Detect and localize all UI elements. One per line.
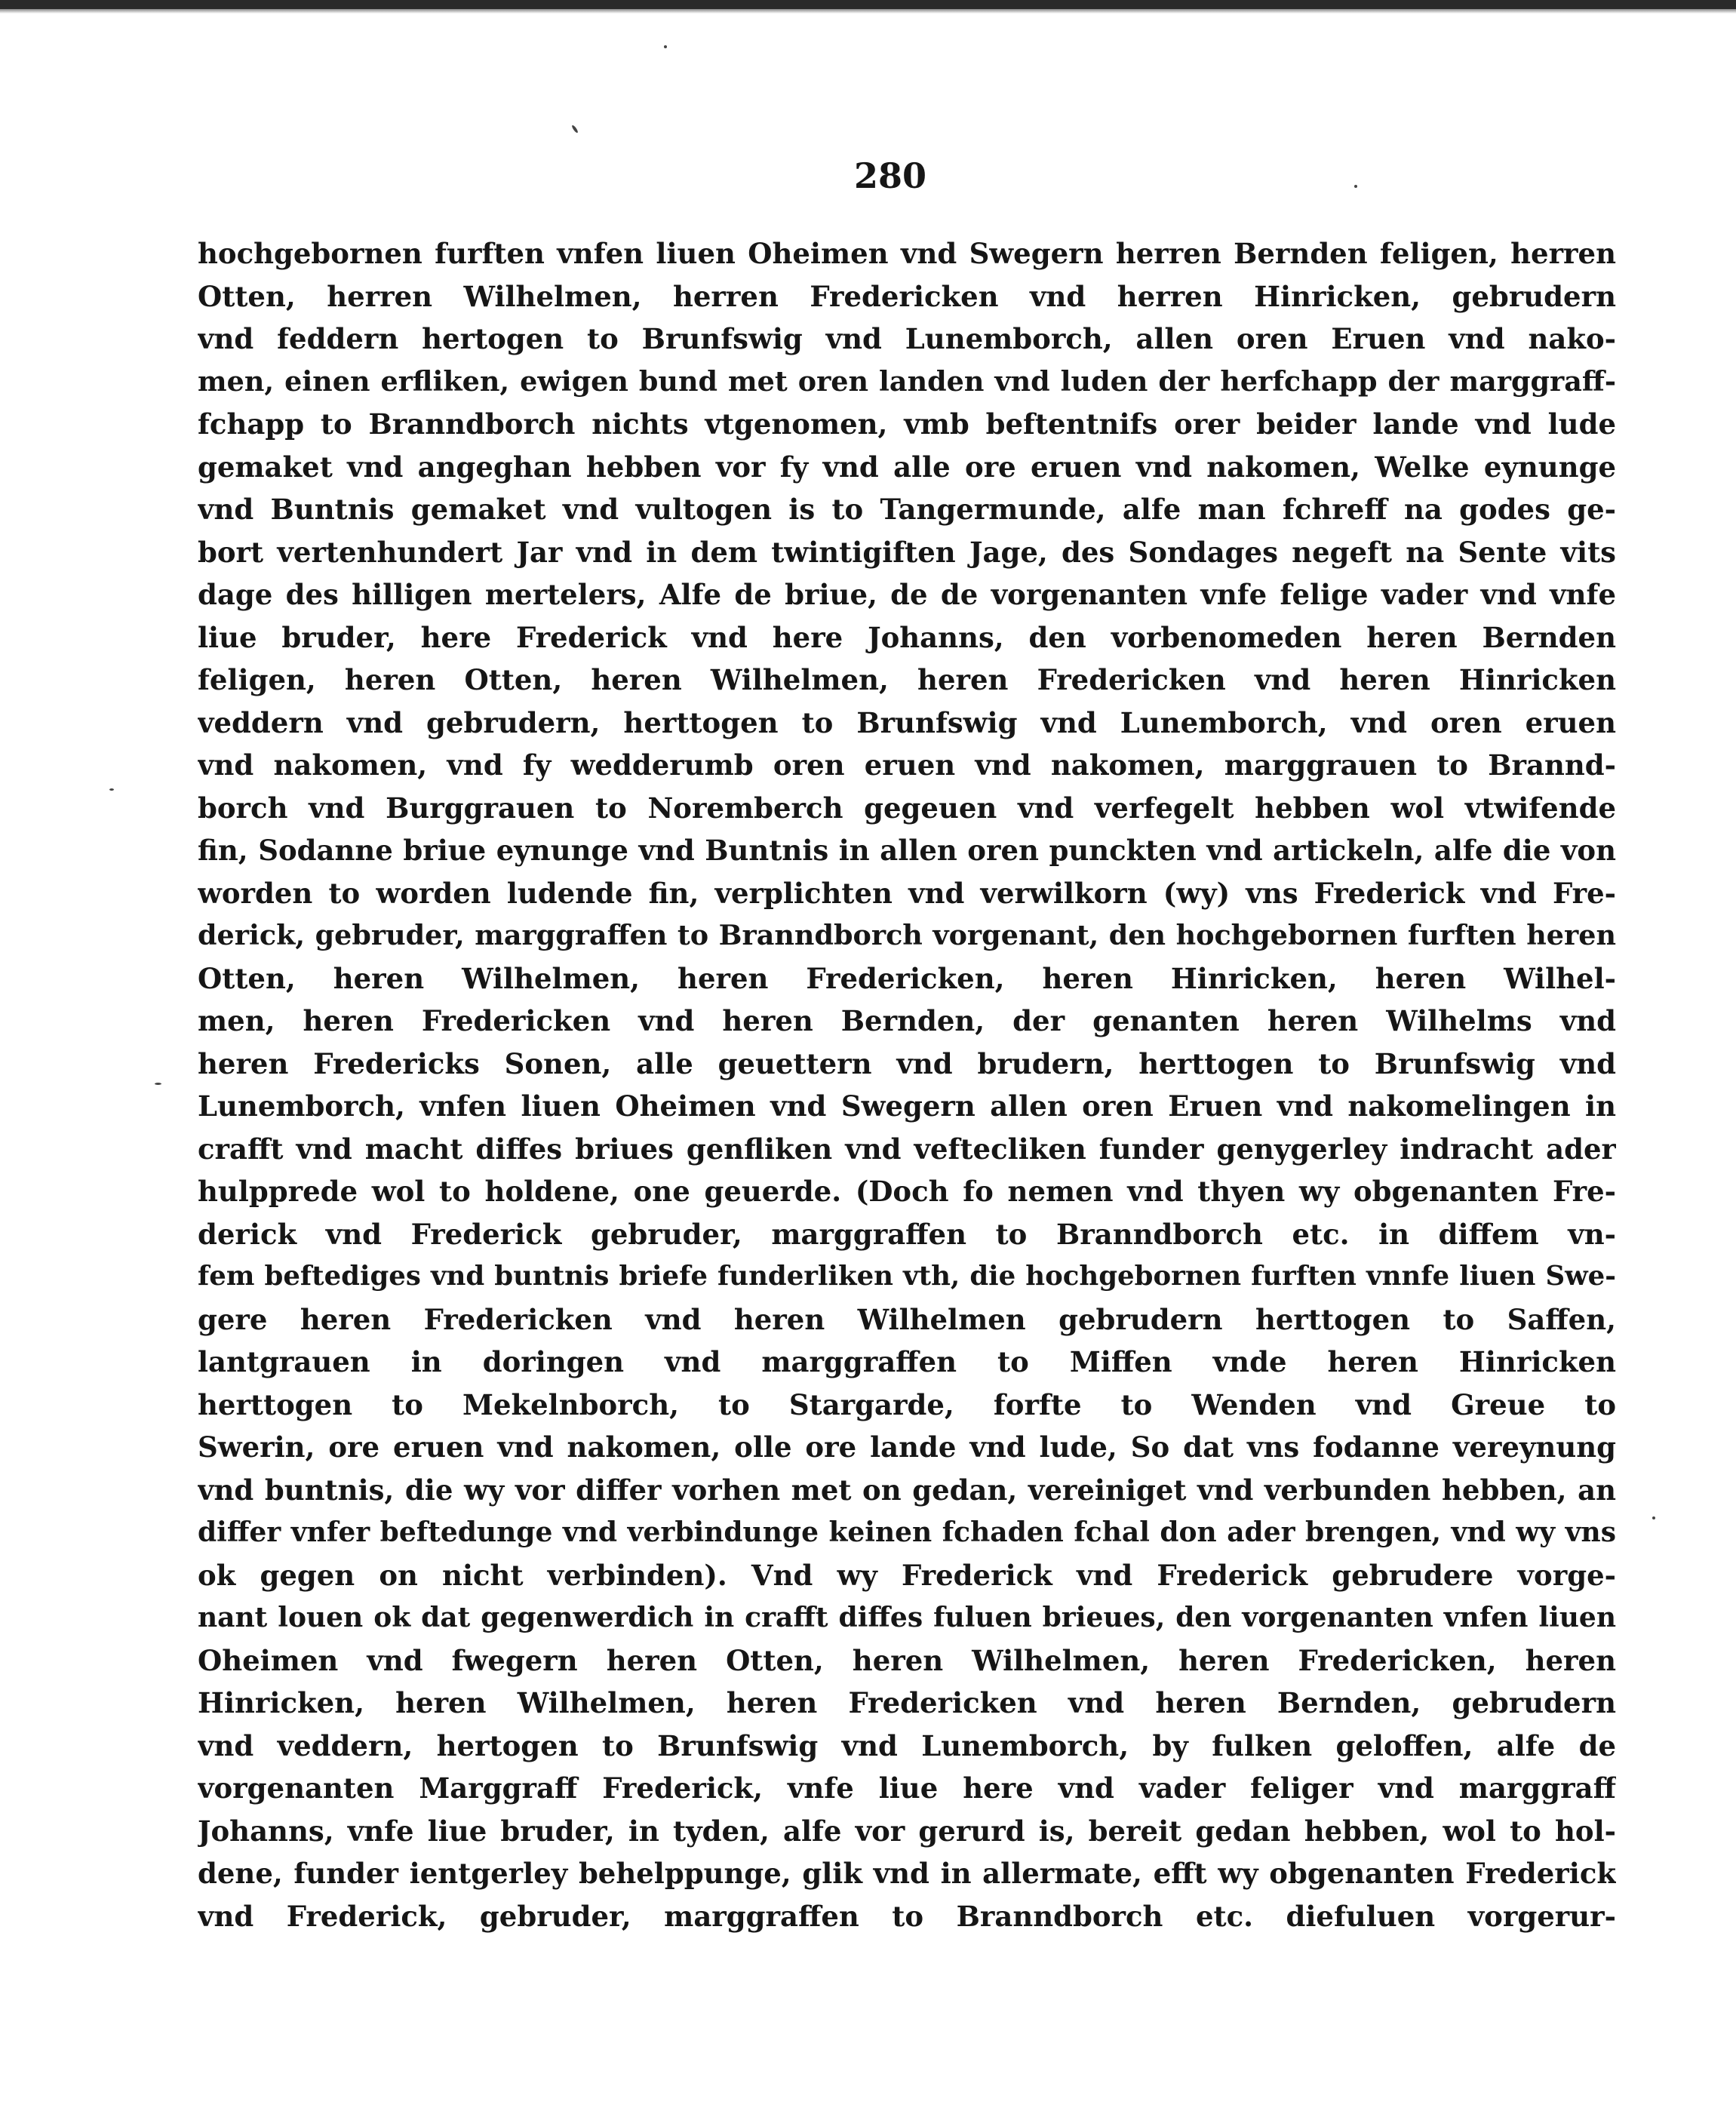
text-line: nant louen ok dat gegenwerdich in crafft diffes fuluen brieues, den vorgenanten vnfen liuen <box>198 1602 1616 1633</box>
text-line: Swerin, ore eruen vnd nakomen, olle ore lande vnd lude, So dat vns fodanne vereynung <box>198 1430 1616 1464</box>
text-line: fem beftediges vnd buntnis briefe funderliken vth, die hochgebornen furften vnnfe liuen Swe- <box>198 1261 1616 1292</box>
top-edge-rule <box>0 0 1736 9</box>
text-line: crafft vnd macht diffes briues genfliken vnd veftecliken funder genygerley indracht ader <box>198 1132 1616 1166</box>
text-line: dage des hilligen mertelers, Alfe de briue, de de vorgenanten vnfe felige vader vnd vnfe <box>198 578 1616 611</box>
text-line: borch vnd Burggrauen to Noremberch gegeuen vnd verfegelt hebben wol vtwifende <box>198 791 1616 825</box>
text-line: feligen, heren Otten, heren Wilhelmen, heren Fredericken vnd heren Hinricken <box>198 663 1616 696</box>
text-line: derick, gebruder, marggraffen to Branndborch vorgenant, den hochgebornen furften heren <box>198 919 1616 951</box>
text-line: bort vertenhundert Jar vnd in dem twintigiften Jage, des Sondages negeft na Sente vits <box>198 535 1616 569</box>
scan-speck <box>571 124 579 134</box>
text-line: Hinricken, heren Wilhelmen, heren Fredericken vnd heren Bernden, gebrudern <box>198 1686 1616 1719</box>
text-line: ok gegen on nicht verbinden). Vnd wy Frederick vnd Frederick gebrudere vorge- <box>198 1558 1616 1592</box>
text-line: liue bruder, here Frederick vnd here Johanns, den vorbenomeden heren Bernden <box>198 620 1616 654</box>
scan-speck <box>1354 185 1357 188</box>
text-line: Oheimen vnd fwegern heren Otten, heren Wilhelmen, heren Fredericken, heren <box>198 1643 1616 1677</box>
text-line: worden to worden ludende fin, verplichten vnd verwilkorn (wy) vns Frederick vnd Fre- <box>198 876 1616 910</box>
text-line: gemaket vnd angeghan hebben vor fy vnd alle ore eruen vnd nakomen, Welke eynunge <box>198 450 1616 484</box>
text-line: differ vnfer beftedunge vnd verbindunge keinen fchaden fchal don ader brengen, vnd wy vns <box>198 1516 1616 1548</box>
text-line: men, einen erfliken, ewigen bund met oren landen vnd luden der herfchapp der marggraff- <box>198 364 1616 398</box>
text-line: herttogen to Mekelnborch, to Stargarde, forfte to Wenden vnd Greue to <box>198 1387 1616 1421</box>
scan-speck <box>1652 1516 1655 1519</box>
scan-speck <box>155 1083 161 1085</box>
text-line: men, heren Fredericken vnd heren Bernden, der genanten heren Wilhelms vnd <box>198 1004 1616 1037</box>
scan-speck <box>109 788 114 791</box>
text-line: vnd buntnis, die wy vor differ vorhen met on gedan, vereiniget vnd verbunden hebben, an <box>198 1473 1616 1507</box>
text-line: hochgebornen furften vnfen liuen Oheimen vnd Swegern herren Bernden feligen, herren <box>198 237 1616 270</box>
text-line: fin, Sodanne briue eynunge vnd Buntnis in allen oren punckten vnd artickeln, alfe die von <box>198 834 1616 867</box>
text-line: vorgenanten Marggraff Frederick, vnfe liue here vnd vader feliger vnd marggraff <box>198 1771 1616 1805</box>
text-line: gere heren Fredericken vnd heren Wilhelmen gebrudern herttogen to Saffen, <box>198 1302 1616 1336</box>
top-edge-shadow <box>0 9 1736 14</box>
text-line: veddern vnd gebrudern, herttogen to Brunfswig vnd Lunemborch, vnd oren eruen <box>198 705 1616 739</box>
text-line: hulpprede wol to holdene, one geuerde. (Doch fo nemen vnd thyen wy obgenanten Fre- <box>198 1175 1616 1208</box>
body-text <box>198 232 1616 1937</box>
page-number: 280 <box>853 155 927 196</box>
text-line: dene, funder ientgerley behelppunge, glik vnd in allermate, efft wy obgenanten Frederick <box>198 1857 1616 1890</box>
text-line: Johanns, vnfe liue bruder, in tyden, alfe vor gerurd is, bereit gedan hebben, wol to hol- <box>198 1814 1616 1848</box>
text-line: derick vnd Frederick gebruder, marggraffen to Branndborch etc. in diffem vn- <box>198 1217 1616 1251</box>
text-line: Otten, heren Wilhelmen, heren Fredericken, heren Hinricken, heren Wilhel- <box>198 961 1616 995</box>
text-line: Lunemborch, vnfen liuen Oheimen vnd Swegern allen oren Eruen vnd nakomelingen in <box>198 1089 1616 1123</box>
text-line: fchapp to Branndborch nichts vtgenomen, vmb beftentnifs orer beider lande vnd lude <box>198 407 1616 441</box>
text-line: heren Fredericks Sonen, alle geuettern vnd brudern, herttogen to Brunfswig vnd <box>198 1046 1616 1080</box>
text-line: Otten, herren Wilhelmen, herren Fredericken vnd herren Hinricken, gebrudern <box>198 279 1616 313</box>
text-line: vnd Frederick, gebruder, marggraffen to Branndborch etc. diefuluen vorgerur- <box>198 1899 1616 1933</box>
text-line: vnd feddern hertogen to Brunfswig vnd Lunemborch, allen oren Eruen vnd nako- <box>198 322 1616 355</box>
text-line: vnd Buntnis gemaket vnd vultogen is to Tangermunde, alfe man fchreff na godes ge- <box>198 493 1616 526</box>
scan-speck <box>664 45 667 48</box>
text-line: vnd veddern, hertogen to Brunfswig vnd Lunemborch, by fulken geloffen, alfe de <box>198 1728 1616 1762</box>
text-line: lantgrauen in doringen vnd marggraffen to Miffen vnde heren Hinricken <box>198 1345 1616 1378</box>
text-line: vnd nakomen, vnd fy wedderumb oren eruen vnd nakomen, marggrauen to Brannd- <box>198 748 1616 782</box>
